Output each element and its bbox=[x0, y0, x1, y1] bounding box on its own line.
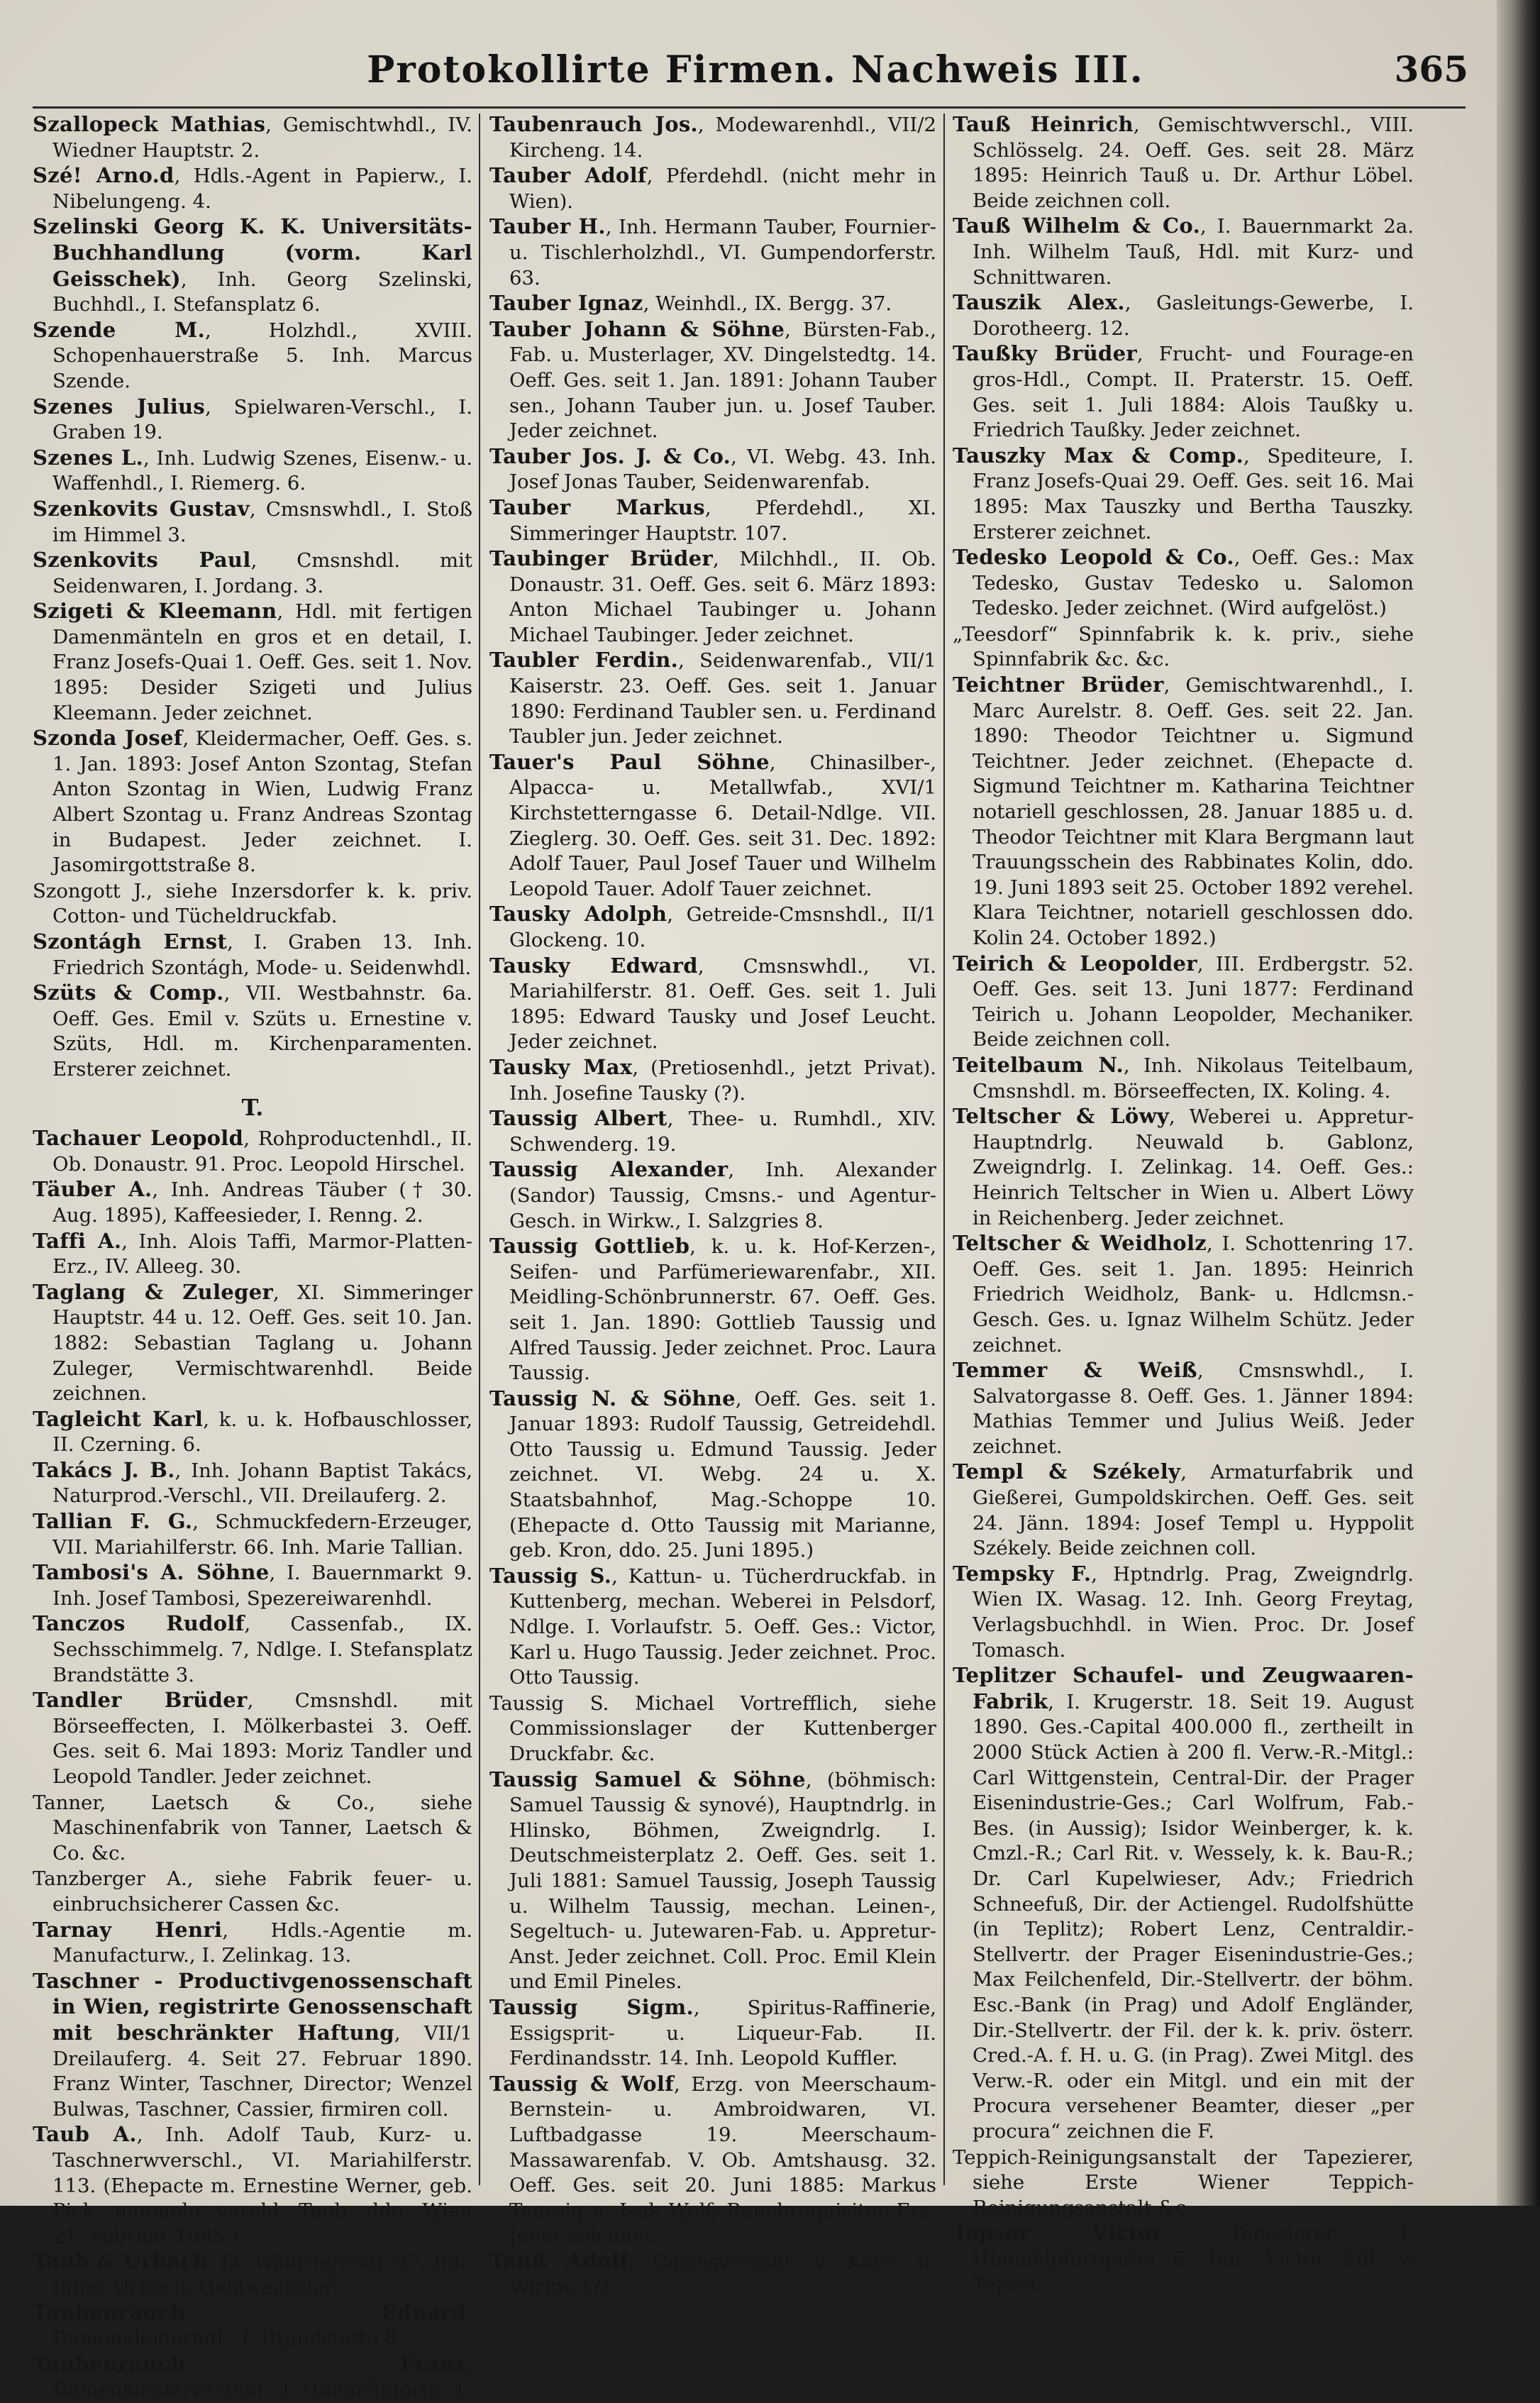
firm-details: , Holzhdl., XVIII. Schopenhauerstraße 5. Inh. Marcus Szende. bbox=[52, 319, 472, 392]
firm-entry bbox=[489, 648, 936, 749]
firm-name: Tambosi's A. Söhne bbox=[33, 1560, 270, 1585]
firm-details: , Armaturfabrik und Gießerei, Gumpoldskirchen. Oeff. Ges. seit 24. Jänn. 1894: Josef Templ u. Hyppolit Székely. Beide zeichnen coll. bbox=[973, 1461, 1414, 1560]
firm-entry bbox=[953, 1104, 1414, 1231]
firm-entry bbox=[33, 726, 472, 878]
firm-details: Tanner, Laetsch & Co., siehe Maschinenfabrik von Tanner, Laetsch & Co. &c. bbox=[33, 1791, 472, 1865]
firm-name: Taußky Brüder bbox=[953, 341, 1137, 366]
firm-name: Tauer's Paul Söhne bbox=[489, 749, 770, 774]
firm-details: , Spielwaren-Verschl., I. Graben 19. bbox=[52, 395, 472, 444]
firm-details: , Oeff. Ges. seit 1. Januar 1893: Rudolf Taussig, Getreidehdl. Otto Taussig u. Edmund Taussig. Jeder zeichnet. VI. Webg. 24 u. X. Staatsbahnhof, Mag.-Schoppe 10. (Ehepacte d. Otto Taussig mit Marianne, geb. Kron, ddo. 25. Juni 1895.) bbox=[509, 1387, 936, 1562]
firm-entry bbox=[33, 980, 472, 1082]
firm-entry bbox=[33, 1177, 472, 1228]
firm-entry bbox=[33, 2249, 472, 2300]
firm-details: Szongott J., siehe Inzersdorfer k. k. priv. Cotton- und Tücheldruckfab. bbox=[33, 879, 472, 928]
firm-entry bbox=[33, 1126, 472, 1177]
firm-details: , VI. Webg. 43. Inh. Josef Jonas Tauber, Seidenwarenfab. bbox=[509, 445, 936, 494]
firm-details: , Spiritus-Raffinerie, Essigsprit- u. Liqueur-Fab. II. Ferdinandsstr. 14. Inh. Leopold Kuffler. bbox=[509, 1996, 936, 2070]
firm-entry bbox=[953, 951, 1414, 1053]
firm-name: Teplitzer Schaufel- und Zeugwaaren-Fabrik bbox=[953, 1663, 1414, 1713]
firm-entry bbox=[489, 1767, 936, 1995]
firm-details: , Chinasilber-, Alpacca- u. Metallwfab., XVI/1 Kirchstetterngasse 6. Detail-Ndlge. VII. Zieglerg. 30. Oeff. Ges. seit 31. Dec. 1892: Adolf Tauer, Paul Josef Tauer und Wilhelm Leopold Tauer. Adolf Tauer zeichnet. bbox=[509, 751, 937, 900]
firm-details: , Weinhdl., IX. Bergg. 37. bbox=[643, 292, 892, 316]
firm-name: Täuber A. bbox=[33, 1177, 153, 1202]
firm-entry bbox=[489, 902, 936, 953]
firm-name: Tandler Brüder bbox=[33, 1688, 248, 1713]
firm-name: Takács J. B. bbox=[33, 1457, 175, 1482]
firm-name: Tepser Victor bbox=[953, 2221, 1163, 2245]
firm-entry bbox=[33, 1560, 472, 1611]
firm-details: , Tapezierer, I. Himmelpfortgasse 6. Inh. Victor Edl. v. Tepser. bbox=[973, 2222, 1414, 2296]
firm-name: Taussig N. & Söhne bbox=[489, 1386, 736, 1410]
firm-details: , Schmuckfedern-Erzeuger, VII. Mariahilferstr. 66. Inh. Marie Tallian. bbox=[52, 1510, 472, 1559]
firm-name: Taubinger Brüder bbox=[489, 546, 713, 571]
firm-entry bbox=[33, 214, 472, 317]
firm-name: Tedesko Leopold & Co. bbox=[953, 545, 1234, 570]
firm-name: Tauber Ignaz bbox=[489, 291, 643, 316]
directory-column-2 bbox=[489, 112, 937, 2299]
firm-name: Templ & Székely bbox=[953, 1459, 1181, 1484]
firm-entry bbox=[489, 2249, 936, 2300]
firm-entry bbox=[33, 1611, 472, 1688]
firm-name: Tachauer Leopold bbox=[33, 1126, 244, 1151]
firm-details: , Spediteure, I. Franz Josefs-Quai 29. Oeff. Ges. seit 16. Mai 1895: Max Tauszky und Bertha Tauszky. Ersterer zeichnet. bbox=[973, 444, 1414, 543]
firm-name: Taffi A. bbox=[33, 1228, 122, 1253]
directory-column-1 bbox=[33, 112, 473, 2402]
firm-details: , Gasleitungs-Gewerbe, I. Dorotheerg. 12. bbox=[973, 292, 1414, 340]
firm-name: Tallian F. G. bbox=[33, 1509, 193, 1534]
firm-entry bbox=[489, 495, 936, 546]
firm-name: Tausky Adolph bbox=[489, 902, 667, 927]
firm-name: Szenes Julius bbox=[33, 394, 206, 419]
firm-entry bbox=[33, 163, 472, 214]
firm-entry bbox=[489, 317, 936, 444]
firm-details: , Inh. Ludwig Szenes, Eisenw.- u. Waffenhdl., I. Riemerg. 6. bbox=[52, 446, 472, 495]
firm-entry bbox=[33, 318, 472, 394]
firm-entry bbox=[953, 1663, 1414, 2144]
firm-details: Taussig S. Michael Vortrefflich, siehe Commissionslager der Kuttenberger Druckfabr. &c. bbox=[489, 1691, 936, 1765]
firm-details: Tanzberger A., siehe Fabrik feuer- u. einbruchsicherer Cassen &c. bbox=[33, 1867, 472, 1916]
firm-entry bbox=[953, 673, 1414, 951]
firm-name: Tanczos Rudolf bbox=[33, 1611, 245, 1636]
firm-name: Teirich & Leopolder bbox=[953, 951, 1197, 976]
firm-details: , Kleidermacher, Oeff. Ges. s. 1. Jan. 1893: Josef Anton Szontag, Stefan Anton Szontag in Wien, Ludwig Franz Albert Szontag u. Franz Andreas Szontag in Budapest. Jeder zeichnet. I. Jasomirgottstraße 8. bbox=[52, 727, 472, 877]
firm-details: , Frucht- und Fourage-en gros-Hdl., Compt. II. Praterstr. 15. Oeff. Ges. seit 1. Juli 1884: Alois Taußky u. Friedrich Taußky. Jeder zeichnet. bbox=[973, 343, 1414, 442]
firm-entry bbox=[33, 497, 472, 548]
firm-entry bbox=[953, 341, 1414, 443]
firm-entry bbox=[489, 163, 936, 214]
firm-name: Szallopeck Mathias bbox=[33, 112, 266, 136]
firm-name: Taussig Alexander bbox=[489, 1157, 729, 1182]
firm-entry bbox=[33, 446, 472, 497]
firm-entry bbox=[33, 548, 472, 599]
firm-details: , Inh. Johann Baptist Takács, Naturprod.-Verschl., VII. Dreilauferg. 2. bbox=[52, 1459, 472, 1508]
firm-details: , Cmsnshdl. mit Börseeffecten, I. Mölkerbastei 3. Oeff. Ges. seit 6. Mai 1893: Moriz Tandler und Leopold Tandler. Jeder zeichnet. bbox=[52, 1689, 472, 1788]
directory-column-3 bbox=[953, 112, 1414, 2296]
firm-name: Taubenrauch Jos. bbox=[489, 112, 698, 136]
firm-details: , Cmsnshdl. mit Seidenwaren, I. Jordang. 3. bbox=[52, 549, 472, 597]
firm-entry bbox=[33, 1407, 472, 1458]
page-header bbox=[43, 48, 1468, 105]
firm-entry bbox=[33, 1688, 472, 1789]
firm-name: Taubenrauch Franz bbox=[33, 2351, 467, 2376]
firm-details: , IX. Währingerstr. 27. Inh. Ignaz Urbach, Geldwechsler. bbox=[52, 2250, 472, 2299]
firm-entry bbox=[953, 443, 1414, 545]
firm-details: , Erzg. von Meerschaum-Bernstein- u. Ambroidwaren, VI. Luftbadgasse 19. Meerschaum-Massawarenfab. V. Ob. Amtshausg. 32. Oeff. Ges. seit 20. Juni 1885: Markus Taussig u. Isak Wolf, Rauchrequisiten-Erz. Jeder zeichnet. bbox=[509, 2072, 936, 2248]
firm-details: , VII. Westbahnstr. 6a. Oeff. Ges. Emil v. Szüts u. Ernestine v. Szüts, Hdl. m. Kirchenparamenten. Ersterer zeichnet. bbox=[52, 982, 472, 1081]
firm-details: , Damenkleiderverschl., I. Himmelpfortg. 1. bbox=[52, 2353, 472, 2402]
firm-entry bbox=[489, 1106, 936, 1157]
firm-details: , Inh. Andreas Täuber († 30. Aug. 1895), Kaffeesieder, I. Renng. 2. bbox=[52, 1178, 472, 1227]
firm-name: Szende M. bbox=[33, 317, 205, 342]
firm-name: Szontágh Ernst bbox=[33, 929, 228, 954]
firm-entry bbox=[489, 291, 936, 317]
firm-name: Tagleicht Karl bbox=[33, 1406, 204, 1431]
firm-name: Teichtner Brüder bbox=[953, 673, 1164, 697]
firm-name: Tausky Edward bbox=[489, 953, 698, 978]
firm-entry bbox=[489, 1157, 936, 1234]
firm-name: Taussig Albert bbox=[489, 1106, 667, 1131]
firm-details: , Milchhdl., II. Ob. Donaustr. 31. Oeff. Ges. seit 6. März 1893: Anton Michael Taubinger u. Johann Michael Taubinger. Jeder zeichnet. bbox=[509, 548, 936, 646]
firm-entry bbox=[33, 1509, 472, 1560]
firm-entry bbox=[489, 1564, 936, 1691]
firm-name: Teltscher & Weidholz bbox=[953, 1231, 1207, 1256]
firm-name: Szonda Josef bbox=[33, 726, 183, 751]
firm-details: , (Pretiosenhdl., jetzt Privat). Inh. Josefine Tausky (?). bbox=[509, 1056, 936, 1105]
firm-entry bbox=[33, 1866, 472, 1917]
firm-details: , Cassenfab., IX. Sechsschimmelg. 7, Ndlge. I. Stefansplatz Brandstätte 3. bbox=[52, 1613, 473, 1686]
firm-entry bbox=[33, 1969, 472, 2123]
firm-name: Szenes L. bbox=[33, 445, 143, 470]
firm-details: , (böhmisch: Samuel Taussig & synové), Hauptndrlg. in Hlinsko, Böhmen, Zweigndrlg. I. Deutschmeisterplatz 2. Oeff. Ges. seit 1. Juli 1881: Samuel Taussig, Joseph Taussig u. Wilhelm Taussig, mechan. Leinen-, Segeltuch- u. Jutewaren-Fab. u. Appretur-Anst. Jeder zeichnet. Coll. Proc. Emil Klein und Emil Pineles. bbox=[509, 1768, 936, 1994]
firm-entry bbox=[953, 545, 1414, 622]
firm-entry bbox=[33, 2122, 472, 2249]
firm-entry bbox=[33, 599, 472, 726]
firm-details: , I. Krugerstr. 18. Seit 19. August 1890. Ges.-Capital 400.000 fl., zertheilt in 2000 Stück Actien à 200 fl. Verw.-R.-Mitgl.: Carl Wittgenstein, Central-Dir. der Prager Eisenindustrie-Ges.; Carl Wolfrum, Fab.-Bes. (in Aussig); Isidor Weinberger, k. k. Cmzl.-R.; Carl Rit. v. Wessely, k. k. Bau-R.; Dr. Carl Kupelwieser, Adv.; Friedrich Schneefuß, Dir. der Actiengel. Rudolfshütte (in Teplitz); Robert Lenz, Centraldir.-Stellvertr. der Prager Eisenindustrie-Ges.; Max Feilchenfeld, Dir.-Stellvertr. der böhm. Esc.-Bank (in Prag) und Adolf Engländer, Dir.-Stellvertr. der Fil. der k. k. priv. österr. Cred.-A. f. H. u. G. (in Prag). Zwei Mitgl. des Verw.-R. oder ein Mitgl. und ein mit der Procura versehener Beamter, dieser „per procura“ zeichnen die F. bbox=[973, 1690, 1414, 2143]
firm-details: , Cmsnsverschl. v. Kurz- u. Wirkw. (?). bbox=[509, 2250, 937, 2299]
firm-details: , Hdl. mit fertigen Damenmänteln en gros et en detail, I. Franz Josefs-Quai 1. Oeff. Ges. seit 1. Nov. 1895: Desider Szigeti und Julius Kleemann. Jeder zeichnet. bbox=[52, 600, 472, 724]
running-title: Protokollirte Firmen. Nachweis III. bbox=[367, 48, 1144, 92]
firm-details: , Inh. Nikolaus Teitelbaum, Cmsnshdl. m. Börseeffecten, IX. Koling. 4. bbox=[973, 1054, 1414, 1103]
firm-entry bbox=[489, 954, 936, 1055]
firm-details: , I. Graben 13. Inh. Friedrich Szontágh, Mode- u. Seidenwhdl. bbox=[52, 931, 472, 979]
firm-entry bbox=[33, 2352, 472, 2403]
firm-entry bbox=[489, 1995, 936, 2072]
firm-entry bbox=[953, 1231, 1414, 1358]
firm-details: , Cmsnswhdl., VI. Mariahilferstr. 81. Oeff. Ges. seit 1. Juli 1895: Edward Tausky und Josef Leucht. Jeder zeichnet. bbox=[509, 954, 937, 1054]
firm-details: , Kattun- u. Tücherdruckfab. in Kuttenberg, mechan. Weberei in Pelsdorf, Ndlge. I. Vorlaufstr. 5. Oeff. Ges.: Victor, Karl u. Hugo Taussig. Jeder zeichnet. Proc. Otto Taussig. bbox=[509, 1564, 936, 1689]
firm-name: Tempsky F. bbox=[953, 1561, 1092, 1586]
firm-name: Teltscher & Löwy bbox=[953, 1104, 1169, 1129]
firm-details: , Cmsnswhdl., I. Stoß im Himmel 3. bbox=[52, 497, 472, 546]
firm-name: Tauber Jos. J. & Co. bbox=[489, 443, 731, 468]
firm-entry bbox=[489, 1386, 936, 1564]
firm-entry bbox=[33, 878, 472, 929]
firm-details: , k. u. k. Hofbauschlosser, II. Czerning. 6. bbox=[52, 1408, 472, 1457]
firm-details: , I. Bauernmarkt 2a. Inh. Wilhelm Tauß, Hdl. mit Kurz- und Schnittwaren. bbox=[973, 215, 1414, 289]
firm-details: , Rohproductenhdl., II. Ob. Donaustr. 91. Proc. Leopold Hirschel. bbox=[52, 1127, 472, 1176]
firm-name: Taub A. bbox=[33, 2122, 137, 2147]
firm-entry bbox=[33, 1280, 472, 1407]
firm-entry bbox=[489, 112, 936, 163]
firm-details: Teppich-Reinigungsanstalt der Tapezierer, siehe Erste Wiener Teppich-Reinigungsanstalt &c. bbox=[953, 2145, 1414, 2219]
firm-entry bbox=[953, 1459, 1414, 1561]
firm-name: Taussig S. bbox=[489, 1563, 612, 1588]
firm-name: Taussig Samuel & Söhne bbox=[489, 1767, 806, 1791]
page-number: 365 bbox=[1394, 48, 1468, 90]
firm-details: , Hptndrlg. Prag, Zweigndrlg. Wien IX. Wasag. 12. Inh. Georg Freytag, Verlagsbuchhdl. in Wien. Proc. Dr. Josef Tomasch. bbox=[973, 1562, 1414, 1662]
firm-name: Tauß Wilhelm & Co. bbox=[953, 214, 1200, 238]
firm-details: , Pferdehdl. (nicht mehr in Wien). bbox=[509, 165, 936, 213]
firm-name: Tauber Johann & Söhne bbox=[489, 316, 785, 341]
firm-name: Teitelbaum N. bbox=[953, 1052, 1124, 1077]
firm-details: , Gemischtwverschl., VIII. Schlösselg. 24. Oeff. Ges. seit 28. März 1895: Heinrich Tauß u. Dr. Arthur Löbel. Beide zeichnen coll. bbox=[973, 114, 1414, 212]
firm-details: , Hdls.-Agent in Papierw., I. Nibelungeng. 4. bbox=[52, 165, 473, 213]
firm-name: Taubenrauch Eduard bbox=[33, 2300, 467, 2325]
header-rule bbox=[33, 106, 1466, 109]
firm-details: , Inh. Hermann Tauber, Fournier- u. Tischlerholzhdl., VI. Gumpendorferstr. 63. bbox=[509, 216, 936, 289]
firm-entry bbox=[33, 1458, 472, 1509]
firm-entry bbox=[489, 1691, 936, 1767]
firm-name: Taussig Gottlieb bbox=[489, 1234, 690, 1259]
firm-name: Temmer & Weiß bbox=[953, 1358, 1197, 1383]
firm-details: , Seidenwarenfab., VII/1 Kaiserstr. 23. Oeff. Ges. seit 1. Januar 1890: Ferdinand Taubler sen. u. Ferdinand Taubler jun. Jeder zeichnet. bbox=[509, 649, 936, 748]
firm-details: , Damenkleiderhdl., I. Brandstätte 8. bbox=[52, 2302, 472, 2350]
firm-name: Tauß Adolf bbox=[489, 2248, 628, 2273]
firm-details: , Cmsnswhdl., I. Salvatorgasse 8. Oeff. Ges. 1. Jänner 1894: Mathias Temmer und Julius Weiß. Jeder zeichnet. bbox=[973, 1359, 1414, 1458]
firm-details: , Inh. Alois Taffi, Marmor-Platten-Erz., IV. Alleeg. 30. bbox=[52, 1230, 472, 1278]
firm-details: , I. Bauernmarkt 9. Inh. Josef Tambosi, Spezereiwarenhdl. bbox=[52, 1562, 473, 1610]
firm-name: Taglang & Zuleger bbox=[33, 1279, 274, 1304]
firm-name: Tauß Heinrich bbox=[953, 112, 1134, 136]
firm-entry bbox=[489, 444, 936, 495]
firm-details: , Inh. Alexander (Sandor) Taussig, Cmsns.- und Agentur-Gesch. in Wirkw., I. Salzgries 8. bbox=[509, 1159, 936, 1232]
column-divider bbox=[479, 114, 480, 2185]
firm-details: , Thee- u. Rumhdl., XIV. Schwenderg. 19. bbox=[509, 1107, 936, 1156]
firm-details: , Weberei u. Appretur-Hauptndrlg. Neuwald b. Gablonz, Zweigndrlg. I. Zelinkag. 14. Oeff. Ges.: Heinrich Teltscher in Wien u. Albert Löwy in Reichenberg. Jeder zeichnet. bbox=[973, 1105, 1414, 1230]
firm-entry bbox=[33, 394, 472, 446]
firm-entry bbox=[489, 546, 936, 648]
firm-entry bbox=[489, 750, 936, 902]
firm-name: Szüts & Comp. bbox=[33, 980, 224, 1005]
section-letter-heading: T. bbox=[241, 1093, 264, 1121]
firm-name: Taub & Urbach bbox=[33, 2249, 209, 2274]
firm-details: „Teesdorf“ Spinnfabrik k. k. priv., siehe Spinnfabrik &c. &c. bbox=[953, 622, 1414, 671]
firm-name: Tauszky Max & Comp. bbox=[953, 443, 1243, 468]
firm-details: , Modewarenhdl., VII/2 Kircheng. 14. bbox=[509, 114, 936, 162]
firm-name: Szigeti & Kleemann bbox=[33, 599, 277, 624]
firm-entry bbox=[489, 1055, 936, 1106]
firm-entry bbox=[953, 2145, 1414, 2221]
firm-details: , Oeff. Ges.: Max Tedesko, Gustav Tedesko u. Salomon Tedesko. Jeder zeichnet. (Wird aufgelöst.) bbox=[973, 546, 1414, 620]
firm-details: , k. u. k. Hof-Kerzen-, Seifen- und Parfümeriewarenfabr., XII. Meidling-Schönbrunnerstr. 67. Oeff. Ges. seit 1. Jan. 1890: Gottlieb Taussig und Alfred Taussig. Jeder zeichnet. Proc. Laura Taussig. bbox=[509, 1235, 936, 1385]
firm-name: Tauber H. bbox=[489, 214, 606, 239]
column-divider bbox=[943, 114, 945, 2185]
firm-name: Taschner - Productivgenossenschaft in Wien, registrirte Genossenschaft mit beschränkter Haftung bbox=[33, 1968, 472, 2045]
firm-details: , Hdls.-Agentie m. Manufacturw., I. Zelinkag. 13. bbox=[52, 1918, 473, 1967]
firm-entry bbox=[489, 214, 936, 291]
firm-name: Taussig & Wolf bbox=[489, 2071, 674, 2096]
firm-entry bbox=[953, 112, 1414, 214]
firm-entry bbox=[33, 1790, 472, 1867]
firm-entry bbox=[33, 1918, 472, 1969]
firm-details: , Gemischtwhdl., IV. Wiedner Hauptstr. 2. bbox=[52, 114, 473, 162]
firm-details: , XI. Simmeringer Hauptstr. 44 u. 12. Oeff. Ges. seit 10. Jan. 1882: Sebastian Taglang u. Johann Zuleger, Vermischtwarenhdl. Beide zeichnen. bbox=[52, 1281, 472, 1405]
firm-name: Szenkovits Paul bbox=[33, 548, 251, 573]
firm-details: , I. Schottenring 17. Oeff. Ges. seit 1. Jan. 1895: Heinrich Friedrich Weidholz, Bank- u. Hdlcmsn.-Gesch. Ges. u. Ignaz Wilhelm Schütz. Jeder zeichnet. bbox=[973, 1232, 1414, 1357]
firm-details: , VII/1 Dreilauferg. 4. Seit 27. Februar 1890. Franz Winter, Taschner, Director; Wenzel Bulwas, Taschner, Cassier, firmiren coll. bbox=[52, 2021, 472, 2121]
firm-name: Szelinski Georg K. K. Universitäts-Buchhandlung (vorm. Karl Geisschek) bbox=[33, 214, 472, 291]
firm-entry bbox=[953, 2221, 1414, 2297]
firm-entry bbox=[953, 214, 1414, 290]
firm-entry bbox=[33, 1229, 472, 1280]
firm-name: Tauber Adolf bbox=[489, 163, 647, 188]
firm-entry bbox=[953, 1053, 1414, 1104]
firm-details: , Bürsten-Fab., Fab. u. Musterlager, XV. Dingelstedtg. 14. Oeff. Ges. seit 1. Jan. 1891: Johann Tauber sen., Johann Tauber jun. u. Josef Tauber. Jeder zeichnet. bbox=[509, 318, 936, 443]
firm-entry bbox=[953, 622, 1414, 673]
firm-entry bbox=[953, 290, 1414, 341]
firm-entry bbox=[33, 2300, 472, 2351]
firm-name: Taussig Sigm. bbox=[489, 1994, 694, 2019]
firm-name: Taubler Ferdin. bbox=[489, 648, 679, 673]
firm-details: , Getreide-Cmsnshdl., II/1 Glockeng. 10. bbox=[509, 903, 936, 951]
firm-details: , Inh. Adolf Taub, Kurz- u. Taschnerwverschl., VI. Mariahilferstr. 113. (Ehepacte m. Ernestine Werner, geb. Pick, nunmehr verehl. Taub, ddo. Wien 21. Februar 1885.) bbox=[52, 2123, 472, 2248]
firm-entry bbox=[489, 2072, 936, 2249]
firm-name: Tauber Markus bbox=[489, 495, 705, 519]
firm-entry bbox=[489, 1234, 936, 1386]
firm-entry bbox=[33, 929, 472, 980]
firm-name: Szenkovits Gustav bbox=[33, 496, 250, 521]
firm-details: , III. Erdbergstr. 52. Oeff. Ges. seit 13. Juni 1877: Ferdinand Teirich u. Johann Leopolder, Mechaniker. Beide zeichnen coll. bbox=[973, 952, 1414, 1051]
firm-entry bbox=[953, 1358, 1414, 1459]
firm-details: , Gemischtwarenhdl., I. Marc Aurelstr. 8. Oeff. Ges. seit 22. Jan. 1890: Theodor Teichtner u. Sigmund Teichtner. Jeder zeichnet. (Ehepacte d. Sigmund Teichtner m. Katharina Teichtner notariell geschlossen, 28. Januar 1885 u. d. Theodor Teichtner mit Klara Bergmann laut Trauungsschein des Rabbinates Kolin, ddo. 19. Juni 1893 seit 25. October 1892 verehel. Klara Teichtner, notariell geschlossen ddo. Kolin 24. October 1892.) bbox=[973, 674, 1414, 949]
firm-details: , Pferdehdl., XI. Simmeringer Hauptstr. 107. bbox=[509, 496, 937, 545]
firm-name: Tauszik Alex. bbox=[953, 290, 1125, 315]
firm-details: , Inh. Georg Szelinski, Buchhdl., I. Stefansplatz 6. bbox=[52, 267, 472, 316]
firm-name: Szé! Arno.d bbox=[33, 163, 175, 188]
firm-entry bbox=[33, 112, 472, 163]
firm-name: Tarnay Henri bbox=[33, 1917, 223, 1942]
firm-name: Tausky Max bbox=[489, 1054, 633, 1079]
book-edge bbox=[1497, 0, 1540, 2206]
firm-entry bbox=[953, 1562, 1414, 1663]
